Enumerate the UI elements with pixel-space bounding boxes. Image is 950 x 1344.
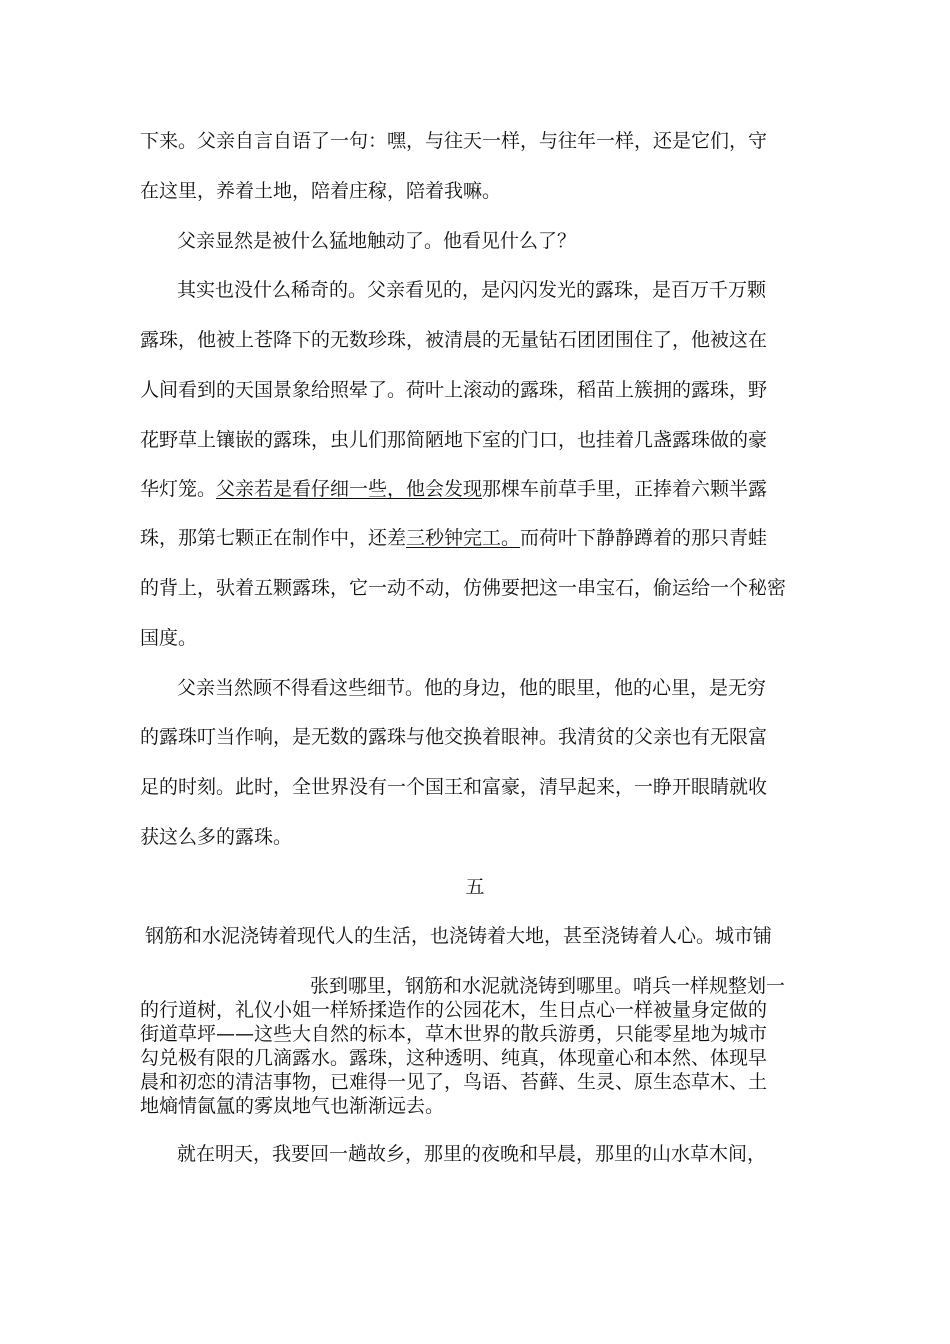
paragraph-3-line-5-end: 那棵车前草手里，正捧着六颗半露 xyxy=(482,478,768,500)
paragraph-4-line-4: 获这么多的露珠。 xyxy=(140,826,293,848)
paragraph-5-line-1: 钢筋和水泥浇铸着现代人的生活，也浇铸着大地，甚至浇铸着人心。城市铺 xyxy=(145,925,773,947)
paragraph-3-line-6-start: 珠，那第七颗正在制作中，还差 xyxy=(140,527,407,549)
underlined-phrase-2: 三秒钟完工。 xyxy=(406,527,521,549)
paragraph-5-line-4: 街道草坪——这些大自然的标本，草木世界的散兵游勇，只能零星地为城市 xyxy=(140,1023,768,1045)
paragraph-3-line-4: 花野草上镶嵌的露珠，虫儿们那简陋地下室的门口，也挂着几盏露珠做的豪 xyxy=(140,429,768,451)
paragraph-5-line-6: 晨和初恋的清洁事物，已难得一见了，鸟语、苔藓、生灵、原生态草木、土 xyxy=(140,1071,768,1093)
paragraph-3-line-6 xyxy=(140,525,830,551)
paragraph-3-line-8: 国度。 xyxy=(140,627,198,649)
paragraph-3-line-7: 的背上，驮着五颗露珠，它一动不动，仿佛要把这一串宝石，偷运给一个秘密 xyxy=(140,577,787,599)
paragraph-4-line-2: 的露珠叮当作响，是无数的露珠与他交换着眼神。我清贫的父亲也有无限富 xyxy=(140,726,768,748)
section-heading: 五 xyxy=(465,876,485,898)
paragraph-5-line-5: 勾兑极有限的几滴露水。露珠，这种透明、纯真，体现童心和本然、体现早 xyxy=(140,1047,768,1069)
paragraph-1-line-2: 在这里，养着土地，陪着庄稼，陪着我嘛。 xyxy=(140,180,502,202)
paragraph-5-line-3: 的行道树，礼仪小姐一样矫揉造作的公园花木，生日点心一样被量身定做的 xyxy=(140,999,768,1021)
paragraph-4-line-3: 足的时刻。此时，全世界没有一个国王和富豪，清早起来，一睁开眼睛就收 xyxy=(140,776,768,798)
paragraph-3-line-5 xyxy=(140,476,830,502)
paragraph-3-line-1: 其实也没什么稀奇的。父亲看见的，是闪闪发光的露珠，是百万千万颗 xyxy=(177,279,767,301)
paragraph-3-line-6-end: 而荷叶下静静蹲着的那只青蛙 xyxy=(520,527,768,549)
paragraph-3-line-2: 露珠，他被上苍降下的无数珍珠，被清晨的无量钻石团团围住了，他被这在 xyxy=(140,329,768,351)
paragraph-5-line-7: 地熵情氤氲的雾岚地气也渐渐远去。 xyxy=(140,1095,445,1117)
paragraph-2-line-1: 父亲显然是被什么猛地触动了。他看见什么了？ xyxy=(177,230,577,252)
paragraph-5-line-2: 张到哪里，钢筋和水泥就浇铸到哪里。哨兵一样规整划一 xyxy=(310,975,786,997)
underlined-phrase-1: 父亲若是看仔细一些，他会发现 xyxy=(216,478,483,500)
paragraph-4-line-1: 父亲当然顾不得看这些细节。他的身边，他的眼里，他的心里，是无穷 xyxy=(177,677,767,699)
paragraph-3-line-3: 人间看到的天国景象给照晕了。荷叶上滚动的露珠，稻苗上簇拥的露珠，野 xyxy=(140,379,768,401)
paragraph-1-line-1: 下来。父亲自言自语了一句：嘿，与往天一样，与往年一样，还是它们，守 xyxy=(140,130,768,152)
paragraph-3-line-5-start: 华灯笼。 xyxy=(140,478,217,500)
paragraph-6-line-1: 就在明天，我要回一趟故乡，那里的夜晚和早晨，那里的山水草木间， xyxy=(177,1143,767,1165)
